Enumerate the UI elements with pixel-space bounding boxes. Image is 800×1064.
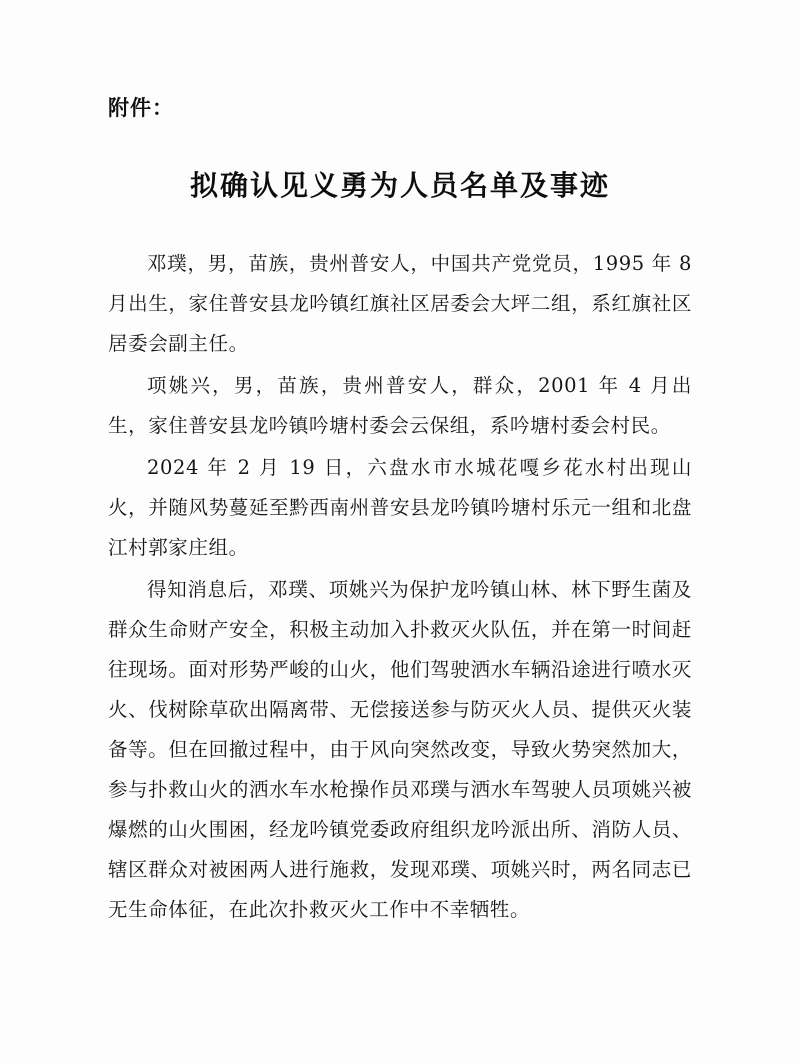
- document-body: [108, 244, 692, 930]
- paragraph: 得知消息后，邓璞、项姚兴为保护龙吟镇山林、林下野生菌及群众生命财产安全，积极主动加入扑救灭火队伍，并在第一时间赶往现场。面对形势严峻的山火，他们驾驶洒水车辆沿途进行喷水灭火、伐树除草砍出隔离带、无偿接送参与防灭火人员、提供灭火装备等。但在回撤过程中，由于风向突然改变，导致火势突然加大，参与扑救山火的洒水车水枪操作员邓璞与洒水车驾驶人员项姚兴被爆燃的山火围困，经龙吟镇党委政府组织龙吟派出所、消防人员、辖区群众对被困两人进行施救，发现邓璞、项姚兴时，两名同志已无生命体征，在此次扑救灭火工作中不幸牺牲。: [108, 578, 692, 921]
- attachment-label: 附件：: [108, 95, 174, 120]
- paragraph: 邓璞，男，苗族，贵州普安人，中国共产党党员，1995 年 8 月出生，家住普安县龙吟镇红旗社区居委会大坪二组，系红旗社区居委会副主任。: [108, 252, 692, 355]
- page-title: 拟确认见义勇为人员名单及事迹: [189, 169, 610, 202]
- paragraph: 项姚兴，男，苗族，贵州普安人，群众，2001 年 4 月出生，家住普安县龙吟镇吟塘村委会云保组，系吟塘村委会村民。: [108, 374, 692, 437]
- paragraph: 2024 年 2 月 19 日，六盘水市水城花嘎乡花水村出现山火，并随风势蔓延至黔西南州普安县龙吟镇吟塘村乐元一组和北盘江村郭家庄组。: [108, 456, 692, 559]
